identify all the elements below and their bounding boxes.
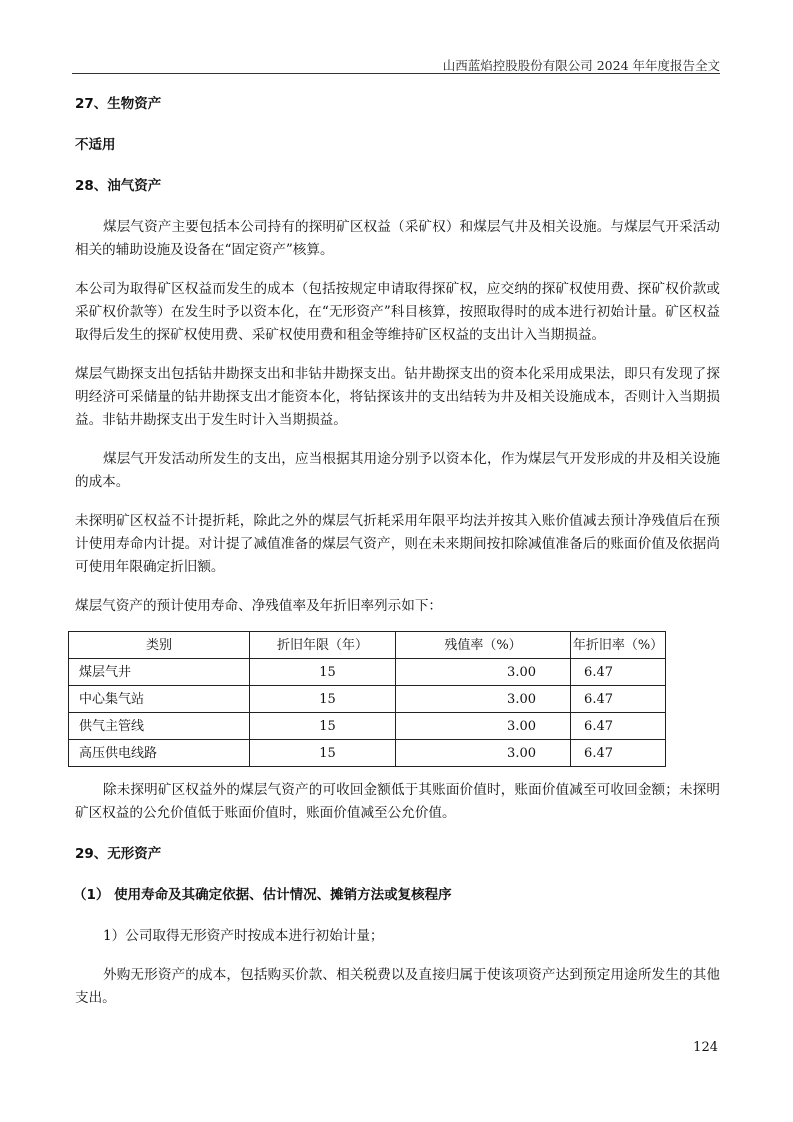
section-29-paragraph-2: 外购无形资产的成本，包括购买价款、相关税费以及直接归属于使该项资产达到预定用途所发生的其他支出。 — [75, 967, 720, 1006]
section-28-paragraph-4: 煤层气开发活动所发生的支出，应当根据其用途分别予以资本化，作为煤层气开发形成的井及相关设施的成本。 — [75, 451, 720, 490]
table-cell: 高压供电线路 — [69, 740, 250, 767]
section-27-title: 27、生物资产 — [75, 96, 162, 112]
document-body — [75, 93, 720, 1010]
table-cell: 15 — [250, 659, 396, 686]
page-header: 山西蓝焰控股股份有限公司 2024 年年度报告全文 — [442, 58, 720, 73]
table-header-cell: 折旧年限（年） — [250, 632, 396, 659]
table-header-row — [69, 632, 666, 659]
section-28-paragraph-2: 本公司为取得矿区权益而发生的成本（包括按规定申请取得探矿权，应交纳的探矿权使用费、探矿权价款或采矿权价款等）在发生时予以资本化，在“无形资产”科目核算，按照取得时的成本进行初始计量。矿区权益取得后发生的探矿权使用费、采矿权使用费和租金等维持矿区权益的支出计入当期损益。 — [75, 281, 720, 343]
section-28-title: 28、油气资产 — [75, 178, 162, 194]
table-cell: 3.00 — [396, 713, 571, 740]
section-28-paragraph-5: 未探明矿区权益不计提折耗，除此之外的煤层气折耗采用年限平均法并按其入账价值减去预计净残值后在预计使用寿命内计提。对计提了减值准备的煤层气资产，则在未来期间按扣除减值准备后的账面价值及依据尚可使用年限确定折旧额。 — [75, 513, 720, 575]
table-cell: 6.47 — [571, 686, 666, 713]
table-header-cell: 年折旧率（%） — [571, 632, 666, 659]
table-cell: 6.47 — [571, 740, 666, 767]
section-29-subtitle: （1） 使用寿命及其确定依据、估计情况、摊销方法或复核程序 — [73, 887, 452, 903]
section-29-paragraph-1: 1）公司取得无形资产时按成本进行初始计量； — [103, 928, 384, 944]
table-row — [69, 659, 666, 686]
table-header-cell: 残值率（%） — [396, 632, 571, 659]
section-28-paragraph-3: 煤层气勘探支出包括钻井勘探支出和非钻井勘探支出。钻井勘探支出的资本化采用成果法，即只有发现了探明经济可采储量的钻井勘探支出才能资本化，将钻探该井的支出结转为井及相关设施成本，否则计入当期损益。非钻井勘探支出于发生时计入当期损益。 — [75, 366, 720, 428]
section-28-paragraph-6: 煤层气资产的预计使用寿命、净残值率及年折旧率列示如下： — [75, 598, 443, 614]
section-29-title: 29、无形资产 — [75, 846, 162, 862]
table-cell: 3.00 — [396, 659, 571, 686]
header-rule — [72, 73, 720, 74]
table-cell: 供气主管线 — [69, 713, 250, 740]
table-cell: 3.00 — [396, 686, 571, 713]
table-header-cell: 类别 — [69, 632, 250, 659]
table-row — [69, 713, 666, 740]
table-cell: 煤层气井 — [69, 659, 250, 686]
table-cell: 3.00 — [396, 740, 571, 767]
table-cell: 15 — [250, 686, 396, 713]
table-row — [69, 740, 666, 767]
section-27-body: 不适用 — [75, 137, 116, 153]
table-cell: 15 — [250, 713, 396, 740]
table-cell: 6.47 — [571, 659, 666, 686]
section-28-paragraph-1: 煤层气资产主要包括本公司持有的探明矿区权益（采矿权）和煤层气井及相关设施。与煤层气开采活动相关的辅助设施及设备在“固定资产”核算。 — [75, 219, 720, 258]
table-cell: 15 — [250, 740, 396, 767]
table-cell: 中心集气站 — [69, 686, 250, 713]
table-cell: 6.47 — [571, 713, 666, 740]
table-row — [69, 686, 666, 713]
depreciation-table — [68, 631, 666, 767]
page-number: 124 — [693, 1040, 718, 1055]
section-28-paragraph-7: 除未探明矿区权益外的煤层气资产的可收回金额低于其账面价值时，账面价值减至可收回金额；未探明矿区权益的公允价值低于账面价值时，账面价值减至公允价值。 — [75, 782, 720, 821]
